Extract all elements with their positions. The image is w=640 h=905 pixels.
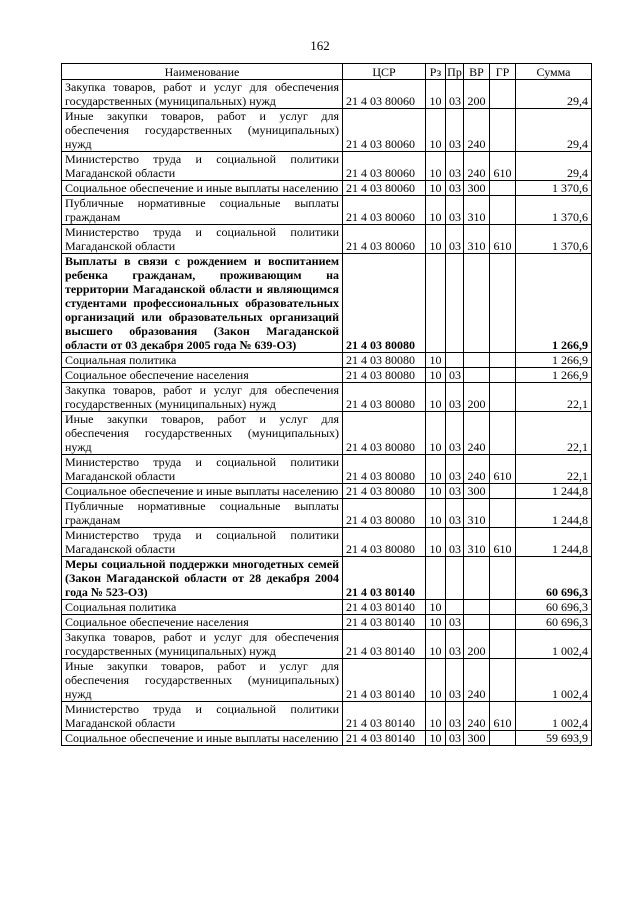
cell-sum: 1 370,6 bbox=[516, 196, 592, 225]
cell-pr: 03 bbox=[446, 152, 464, 181]
cell-gr bbox=[490, 557, 516, 600]
cell-pr: 03 bbox=[446, 225, 464, 254]
cell-gr bbox=[490, 254, 516, 353]
cell-sum: 1 244,8 bbox=[516, 528, 592, 557]
cell-gr bbox=[490, 731, 516, 746]
cell-pr: 03 bbox=[446, 455, 464, 484]
cell-rz: 10 bbox=[426, 484, 446, 499]
cell-sum: 1 002,4 bbox=[516, 702, 592, 731]
table-row bbox=[62, 196, 592, 225]
cell-pr: 03 bbox=[446, 630, 464, 659]
cell-vr bbox=[464, 615, 490, 630]
cell-name: Иные закупки товаров, работ и услуг для обеспечения государственных (муниципальных) нужд bbox=[62, 412, 343, 455]
cell-rz: 10 bbox=[426, 455, 446, 484]
cell-pr: 03 bbox=[446, 196, 464, 225]
cell-name: Социальная политика bbox=[62, 600, 343, 615]
header-rz: Рз bbox=[426, 64, 446, 80]
cell-csr: 21 4 03 80140 bbox=[343, 731, 426, 746]
cell-rz: 10 bbox=[426, 600, 446, 615]
cell-csr: 21 4 03 80080 bbox=[343, 484, 426, 499]
cell-pr: 03 bbox=[446, 368, 464, 383]
table-row bbox=[62, 615, 592, 630]
cell-gr bbox=[490, 181, 516, 196]
table-row bbox=[62, 528, 592, 557]
cell-rz: 10 bbox=[426, 80, 446, 109]
cell-vr: 240 bbox=[464, 455, 490, 484]
cell-name: Министерство труда и социальной политики Магаданской области bbox=[62, 225, 343, 254]
table-row bbox=[62, 499, 592, 528]
table-row bbox=[62, 731, 592, 746]
cell-csr: 21 4 03 80140 bbox=[343, 600, 426, 615]
cell-name: Социальное обеспечение и иные выплаты населению bbox=[62, 181, 343, 196]
cell-rz bbox=[426, 557, 446, 600]
cell-pr: 03 bbox=[446, 181, 464, 196]
cell-sum: 60 696,3 bbox=[516, 615, 592, 630]
cell-pr: 03 bbox=[446, 528, 464, 557]
cell-vr: 240 bbox=[464, 702, 490, 731]
cell-pr bbox=[446, 254, 464, 353]
cell-pr: 03 bbox=[446, 484, 464, 499]
cell-gr bbox=[490, 80, 516, 109]
header-csr: ЦСР bbox=[343, 64, 426, 80]
cell-rz: 10 bbox=[426, 412, 446, 455]
cell-gr: 610 bbox=[490, 702, 516, 731]
table-row bbox=[62, 225, 592, 254]
table-row bbox=[62, 557, 592, 600]
cell-gr bbox=[490, 630, 516, 659]
table-row bbox=[62, 702, 592, 731]
cell-vr: 200 bbox=[464, 383, 490, 412]
cell-sum: 1 244,8 bbox=[516, 484, 592, 499]
table-row bbox=[62, 412, 592, 455]
cell-rz: 10 bbox=[426, 630, 446, 659]
cell-name: Министерство труда и социальной политики Магаданской области bbox=[62, 152, 343, 181]
cell-vr bbox=[464, 557, 490, 600]
cell-name: Публичные нормативные социальные выплаты гражданам bbox=[62, 499, 343, 528]
cell-gr bbox=[490, 615, 516, 630]
cell-gr bbox=[490, 600, 516, 615]
cell-pr: 03 bbox=[446, 412, 464, 455]
cell-gr bbox=[490, 196, 516, 225]
cell-vr bbox=[464, 254, 490, 353]
cell-sum: 60 696,3 bbox=[516, 600, 592, 615]
cell-pr: 03 bbox=[446, 615, 464, 630]
cell-vr: 310 bbox=[464, 528, 490, 557]
cell-csr: 21 4 03 80080 bbox=[343, 353, 426, 368]
cell-csr: 21 4 03 80140 bbox=[343, 557, 426, 600]
page-number: 162 bbox=[310, 38, 330, 53]
cell-name: Закупка товаров, работ и услуг для обеспечения государственных (муниципальных) нужд bbox=[62, 630, 343, 659]
cell-pr bbox=[446, 600, 464, 615]
cell-name: Министерство труда и социальной политики Магаданской области bbox=[62, 528, 343, 557]
table-row bbox=[62, 630, 592, 659]
cell-sum: 1 002,4 bbox=[516, 659, 592, 702]
cell-vr: 200 bbox=[464, 630, 490, 659]
cell-name: Публичные нормативные социальные выплаты гражданам bbox=[62, 196, 343, 225]
cell-rz: 10 bbox=[426, 702, 446, 731]
cell-gr: 610 bbox=[490, 455, 516, 484]
cell-sum: 22,1 bbox=[516, 412, 592, 455]
cell-sum: 1 244,8 bbox=[516, 499, 592, 528]
cell-sum: 29,4 bbox=[516, 109, 592, 152]
cell-pr: 03 bbox=[446, 731, 464, 746]
cell-csr: 21 4 03 80060 bbox=[343, 196, 426, 225]
cell-gr bbox=[490, 353, 516, 368]
cell-sum: 1 266,9 bbox=[516, 254, 592, 353]
cell-gr: 610 bbox=[490, 152, 516, 181]
cell-sum: 1 370,6 bbox=[516, 225, 592, 254]
cell-csr: 21 4 03 80140 bbox=[343, 615, 426, 630]
cell-name: Закупка товаров, работ и услуг для обеспечения государственных (муниципальных) нужд bbox=[62, 383, 343, 412]
cell-gr: 610 bbox=[490, 528, 516, 557]
cell-gr bbox=[490, 368, 516, 383]
cell-rz: 10 bbox=[426, 225, 446, 254]
cell-sum: 59 693,9 bbox=[516, 731, 592, 746]
table-row bbox=[62, 455, 592, 484]
cell-name: Социальная политика bbox=[62, 353, 343, 368]
cell-gr bbox=[490, 484, 516, 499]
table-row bbox=[62, 368, 592, 383]
table-row bbox=[62, 109, 592, 152]
cell-csr: 21 4 03 80060 bbox=[343, 109, 426, 152]
cell-vr bbox=[464, 368, 490, 383]
cell-name: Закупка товаров, работ и услуг для обеспечения государственных (муниципальных) нужд bbox=[62, 80, 343, 109]
table-header-row bbox=[62, 64, 592, 80]
table-row bbox=[62, 80, 592, 109]
cell-sum: 29,4 bbox=[516, 152, 592, 181]
table-row bbox=[62, 353, 592, 368]
header-gr: ГР bbox=[490, 64, 516, 80]
cell-vr: 310 bbox=[464, 196, 490, 225]
cell-csr: 21 4 03 80080 bbox=[343, 528, 426, 557]
cell-pr bbox=[446, 353, 464, 368]
cell-sum: 1 266,9 bbox=[516, 368, 592, 383]
cell-csr: 21 4 03 80060 bbox=[343, 152, 426, 181]
cell-rz: 10 bbox=[426, 731, 446, 746]
cell-gr bbox=[490, 499, 516, 528]
table-body bbox=[62, 80, 592, 746]
cell-vr: 310 bbox=[464, 499, 490, 528]
cell-sum: 1 370,6 bbox=[516, 181, 592, 196]
table-row bbox=[62, 600, 592, 615]
table-row bbox=[62, 181, 592, 196]
cell-csr: 21 4 03 80140 bbox=[343, 630, 426, 659]
cell-name: Меры социальной поддержки многодетных семей (Закон Магаданской области от 28 декабря 2004 года № 523-ОЗ) bbox=[62, 557, 343, 600]
cell-rz: 10 bbox=[426, 368, 446, 383]
cell-sum: 1 002,4 bbox=[516, 630, 592, 659]
cell-csr: 21 4 03 80140 bbox=[343, 702, 426, 731]
cell-csr: 21 4 03 80080 bbox=[343, 412, 426, 455]
table-row bbox=[62, 484, 592, 499]
table-row bbox=[62, 659, 592, 702]
cell-name: Иные закупки товаров, работ и услуг для обеспечения государственных (муниципальных) нужд bbox=[62, 659, 343, 702]
cell-name: Социальное обеспечение и иные выплаты населению bbox=[62, 484, 343, 499]
budget-table bbox=[61, 63, 592, 746]
cell-pr: 03 bbox=[446, 702, 464, 731]
header-vr: ВР bbox=[464, 64, 490, 80]
cell-gr: 610 bbox=[490, 225, 516, 254]
cell-name: Иные закупки товаров, работ и услуг для обеспечения государственных (муниципальных) нужд bbox=[62, 109, 343, 152]
cell-pr bbox=[446, 557, 464, 600]
cell-rz: 10 bbox=[426, 152, 446, 181]
table-row bbox=[62, 152, 592, 181]
table-row bbox=[62, 254, 592, 353]
header-sum: Сумма bbox=[516, 64, 592, 80]
cell-name: Социальное обеспечение населения bbox=[62, 368, 343, 383]
cell-rz: 10 bbox=[426, 196, 446, 225]
cell-gr bbox=[490, 412, 516, 455]
cell-csr: 21 4 03 80060 bbox=[343, 80, 426, 109]
cell-vr: 240 bbox=[464, 109, 490, 152]
cell-csr: 21 4 03 80080 bbox=[343, 383, 426, 412]
cell-vr bbox=[464, 600, 490, 615]
header-name: Наименование bbox=[62, 64, 343, 80]
cell-vr: 300 bbox=[464, 731, 490, 746]
cell-name: Социальное обеспечение и иные выплаты населению bbox=[62, 731, 343, 746]
cell-vr: 200 bbox=[464, 80, 490, 109]
cell-pr: 03 bbox=[446, 499, 464, 528]
cell-csr: 21 4 03 80060 bbox=[343, 181, 426, 196]
cell-gr bbox=[490, 659, 516, 702]
cell-vr: 300 bbox=[464, 181, 490, 196]
cell-rz: 10 bbox=[426, 181, 446, 196]
cell-rz: 10 bbox=[426, 659, 446, 702]
cell-gr bbox=[490, 383, 516, 412]
cell-rz: 10 bbox=[426, 499, 446, 528]
cell-csr: 21 4 03 80060 bbox=[343, 225, 426, 254]
cell-name: Социальное обеспечение населения bbox=[62, 615, 343, 630]
cell-vr: 240 bbox=[464, 659, 490, 702]
cell-name: Министерство труда и социальной политики Магаданской области bbox=[62, 455, 343, 484]
cell-csr: 21 4 03 80080 bbox=[343, 499, 426, 528]
cell-vr: 300 bbox=[464, 484, 490, 499]
cell-csr: 21 4 03 80140 bbox=[343, 659, 426, 702]
cell-rz: 10 bbox=[426, 353, 446, 368]
cell-csr: 21 4 03 80080 bbox=[343, 455, 426, 484]
cell-sum: 1 266,9 bbox=[516, 353, 592, 368]
cell-csr: 21 4 03 80080 bbox=[343, 254, 426, 353]
cell-sum: 60 696,3 bbox=[516, 557, 592, 600]
cell-rz: 10 bbox=[426, 528, 446, 557]
cell-sum: 22,1 bbox=[516, 383, 592, 412]
cell-sum: 22,1 bbox=[516, 455, 592, 484]
cell-rz: 10 bbox=[426, 615, 446, 630]
cell-sum: 29,4 bbox=[516, 80, 592, 109]
cell-vr: 310 bbox=[464, 225, 490, 254]
cell-pr: 03 bbox=[446, 659, 464, 702]
cell-vr: 240 bbox=[464, 412, 490, 455]
cell-rz: 10 bbox=[426, 109, 446, 152]
cell-name: Министерство труда и социальной политики Магаданской области bbox=[62, 702, 343, 731]
header-pr: Пр bbox=[447, 64, 462, 79]
cell-vr bbox=[464, 353, 490, 368]
cell-rz: 10 bbox=[426, 383, 446, 412]
cell-gr bbox=[490, 109, 516, 152]
table-row bbox=[62, 383, 592, 412]
cell-pr: 03 bbox=[446, 383, 464, 412]
cell-pr: 03 bbox=[446, 80, 464, 109]
cell-name: Выплаты в связи с рождением и воспитанием ребенка гражданам, проживающим на территории Магаданской области и являющимся студентами профессиональных образовательных организаций или образовательных организаций высшего образования (Закон Магаданской области от 03 декабря 2005 года № 639-ОЗ) bbox=[62, 254, 343, 353]
cell-vr: 240 bbox=[464, 152, 490, 181]
cell-rz bbox=[426, 254, 446, 353]
cell-pr: 03 bbox=[446, 109, 464, 152]
cell-csr: 21 4 03 80080 bbox=[343, 368, 426, 383]
